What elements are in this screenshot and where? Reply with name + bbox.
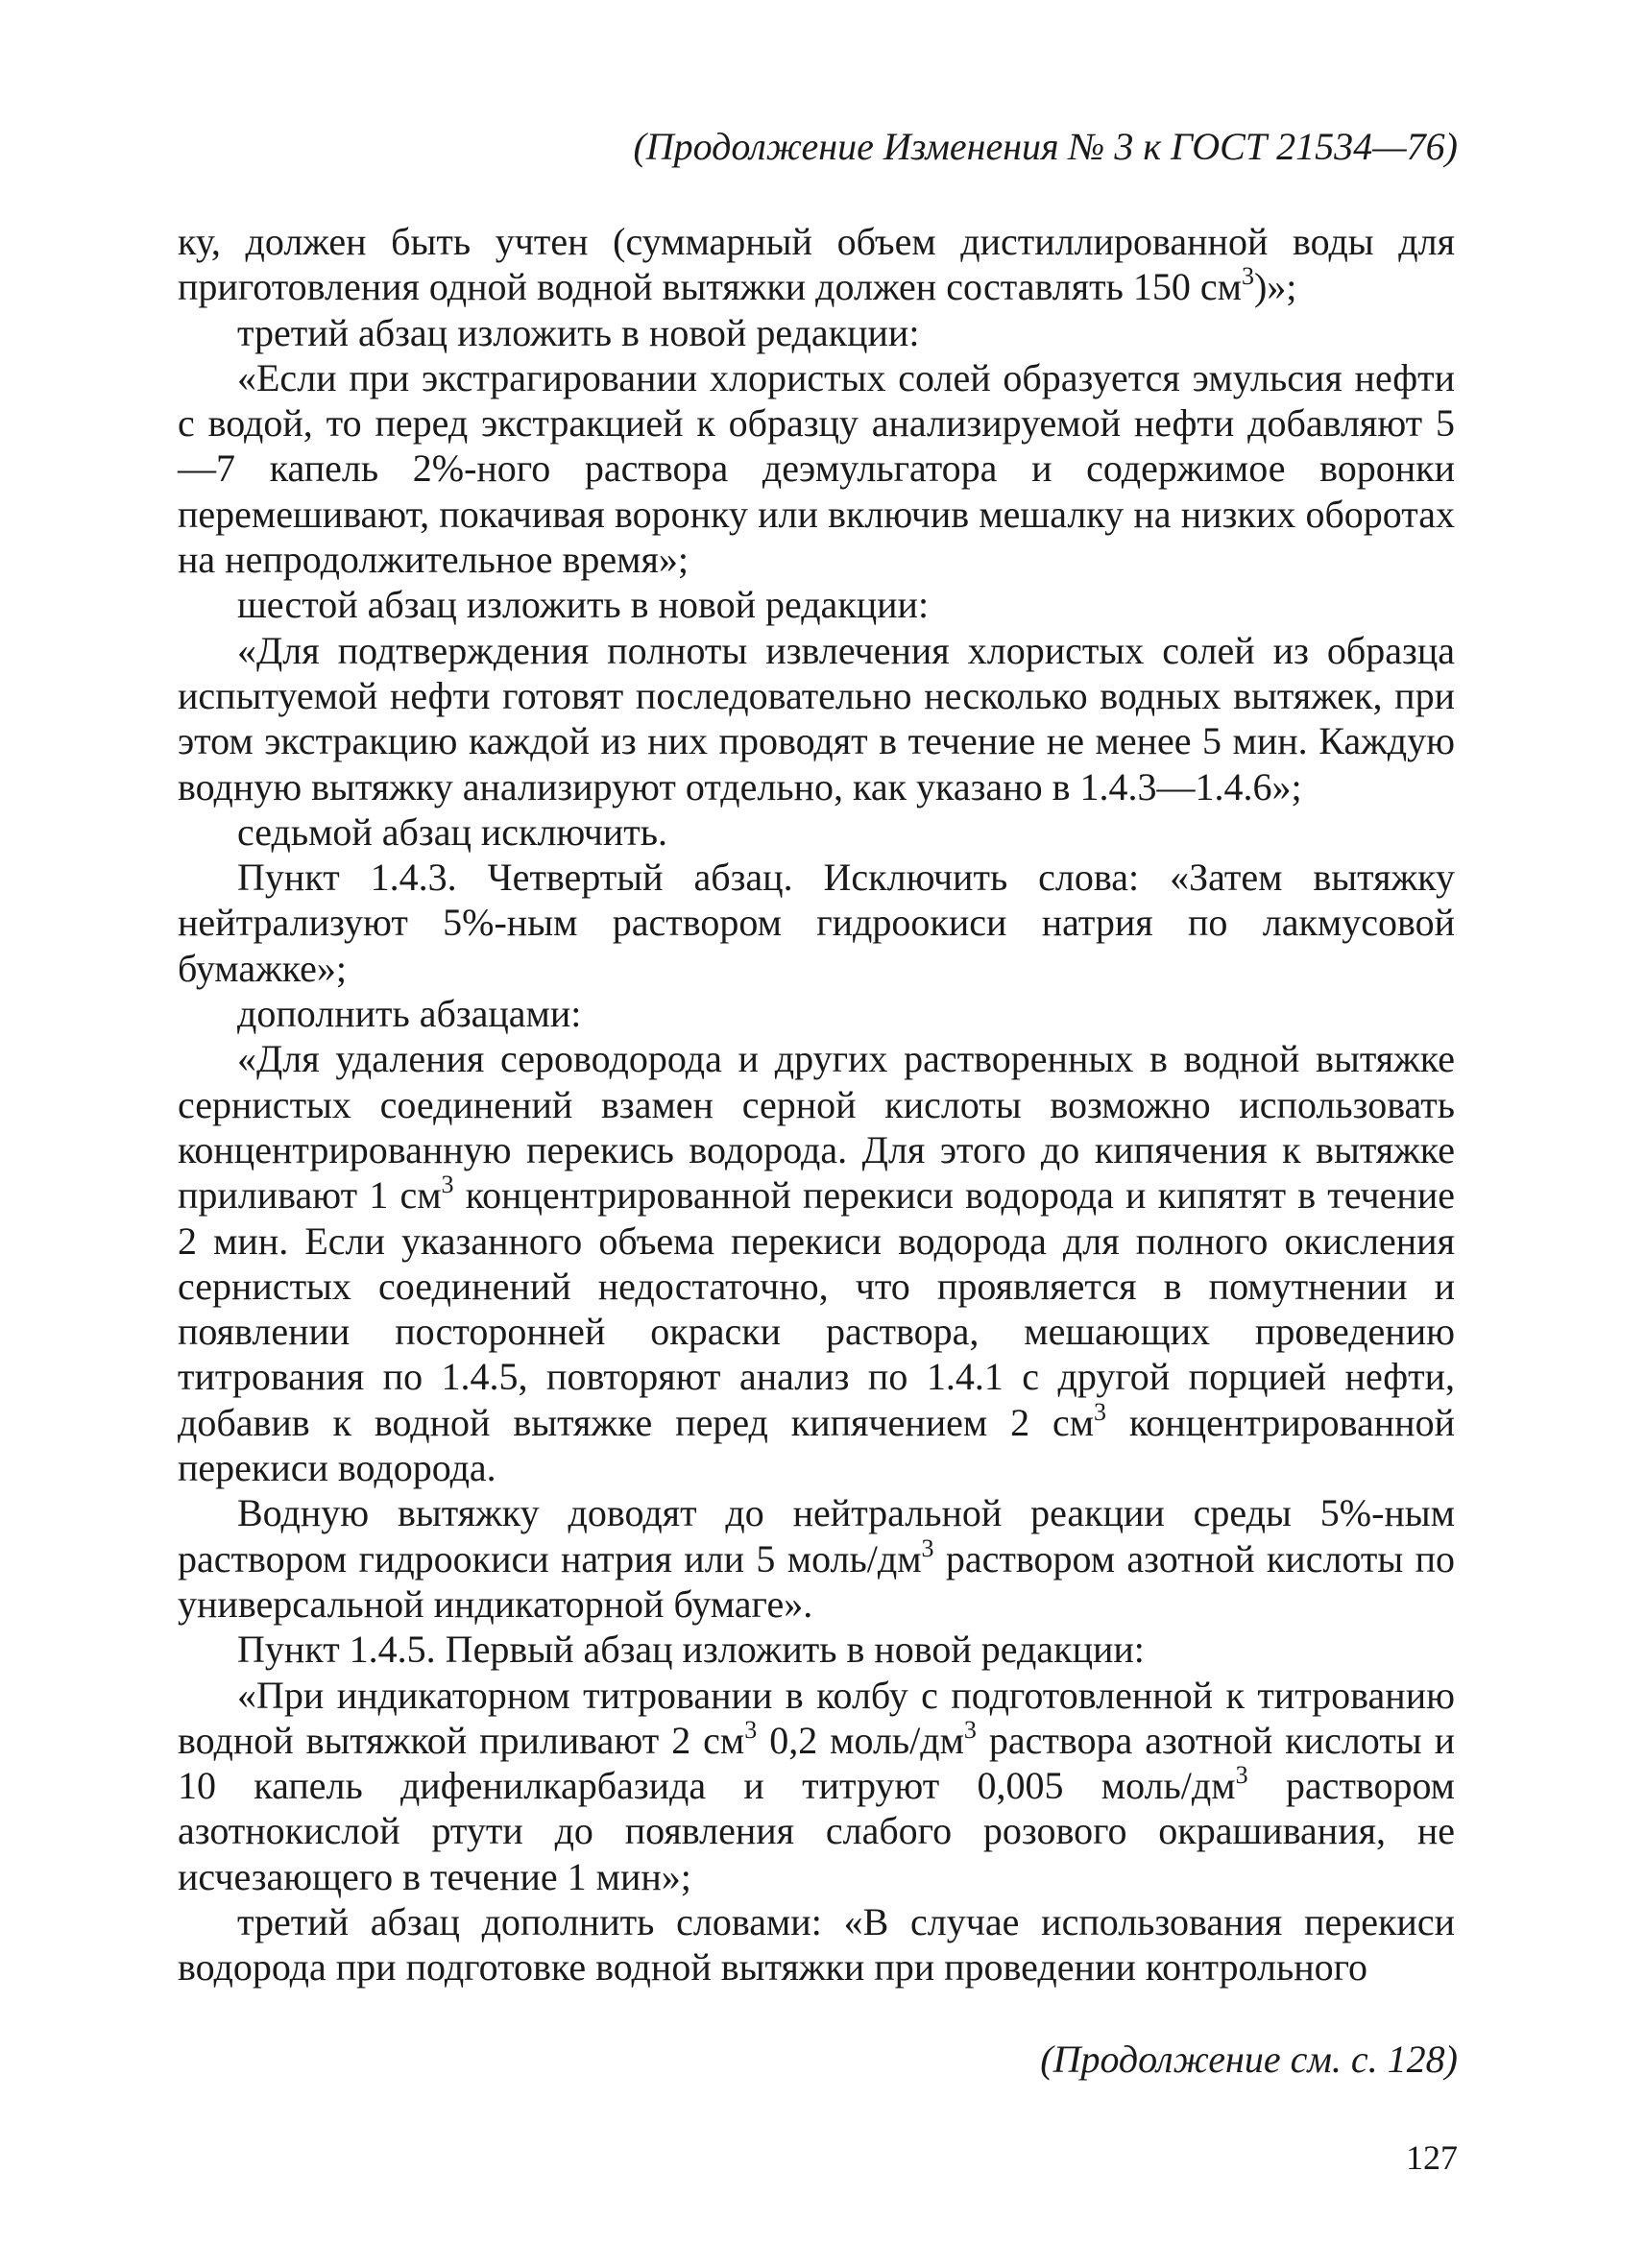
superscript: 3 (1094, 1397, 1107, 1426)
text-run: Пункт 1.4.5. Первый абзац изложить в новой редакции: (237, 1628, 1145, 1672)
text-run: раствором азотной кислоты по универсальной индикаторной бумаге». (178, 1536, 1455, 1626)
document-body (178, 219, 1455, 1991)
paragraph (178, 809, 1455, 855)
superscript: 3 (1241, 262, 1254, 291)
text-run: раствором азотнокислой ртути до появления слабого розового окрашивания, не исчезающего в течение 1 мин»; (178, 1764, 1455, 1898)
text-run: Водную вытяжку доводят до нейтральной реакции среды 5%-ным раствором гидроокиси натрия или 5 моль/дм (178, 1491, 1455, 1580)
paragraph (178, 991, 1455, 1036)
paragraph (178, 310, 1455, 355)
text-run: «Для подтверждения полноты извлечения хлористых солей из образца испытуемой нефти готовят последовательно несколько водных вытяжек, при этом экстракцию каждой из них проводят в течение не менее 5 мин. Каждую водную вытяжку анализируют отдельно, как указано в 1.4.3—1.4.6»; (178, 628, 1455, 808)
paragraph (178, 855, 1455, 991)
superscript: 3 (441, 1170, 454, 1199)
paragraph (178, 628, 1455, 809)
paragraph (178, 1673, 1455, 1899)
continuation-note: (Продолжение см. с. 128) (1040, 2038, 1458, 2081)
text-run: «При индикаторном титровании в колбу с подготовленной к титрованию водной вытяжкой приливают 2 см (178, 1673, 1455, 1762)
page-number: 127 (1406, 2138, 1458, 2177)
superscript: 3 (921, 1533, 934, 1562)
paragraph (178, 582, 1455, 627)
text-run: третий абзац изложить в новой редакции: (237, 310, 920, 354)
text-run: концентрированной перекиси водорода. (178, 1400, 1455, 1490)
paragraph (178, 219, 1455, 310)
text-run: Пункт 1.4.3. Четвертый абзац. Исключить слова: «Затем вытяжку нейтрализуют 5%-ным раствором гидроокиси натрия по лакмусовой бумажке»; (178, 856, 1455, 990)
superscript: 3 (963, 1715, 977, 1744)
paragraph (178, 1490, 1455, 1627)
superscript: 3 (744, 1715, 758, 1744)
text-run: дополнить абзацами: (237, 992, 582, 1036)
text-run: )»; (1253, 265, 1297, 309)
text-run: концентрированной перекиси водорода и кипятят в течение 2 мин. Если указанного объема перекиси водорода для полного окисления сернистых соединений недостаточно, что проявляется в помутнении и появлении посторонней окраски раствора, мешающих проведению титрования по 1.4.5, повторяют анализ по 1.4.1 с другой порцией нефти, добавив к водной вытяжке перед кипячением 2 см (178, 1173, 1455, 1444)
text-run: шестой абзац изложить в новой редакции: (237, 583, 930, 627)
paragraph (178, 1036, 1455, 1490)
paragraph (178, 355, 1455, 582)
text-run: третий абзац дополнить словами: «В случае использования перекиси водорода при подготовке водной вытяжки при проведении контрольного (178, 1899, 1455, 1990)
text-run: «Если при экстрагировании хлористых солей образуется эмульсия нефти с водой, то перед экстракцией к образцу анализируемой нефти добавляют 5—7 капель 2%-ного раствора деэмульгатора и содержимое воронки перемешивают, покачивая воронку или включив мешалку на низких оборотах на непродолжительное время»; (178, 355, 1455, 582)
text-run: 0,2 моль/дм (757, 1718, 964, 1762)
text-run: раствора азотной кислоты и 10 капель дифенилкарбазида и титруют 0,005 моль/дм (178, 1718, 1455, 1808)
superscript: 3 (1235, 1761, 1248, 1790)
text-run: ку, должен быть учтен (суммарный объем дистиллированной воды для приготовления одной водной вытяжки должен составлять 150 см (178, 220, 1455, 309)
continuation-header: (Продолжение Изменения № 3 к ГОСТ 21534—76) (633, 125, 1458, 168)
text-run: «Для удаления сероводорода и других растворенных в водной вытяжке сернистых соединений взамен серной кислоты возможно использовать концентрированную перекись водорода. Для этого до кипячения к вытяжке приливают 1 см (178, 1037, 1455, 1218)
paragraph (178, 1899, 1455, 1991)
paragraph (178, 1627, 1455, 1672)
text-run: седьмой абзац исключить. (237, 809, 668, 854)
